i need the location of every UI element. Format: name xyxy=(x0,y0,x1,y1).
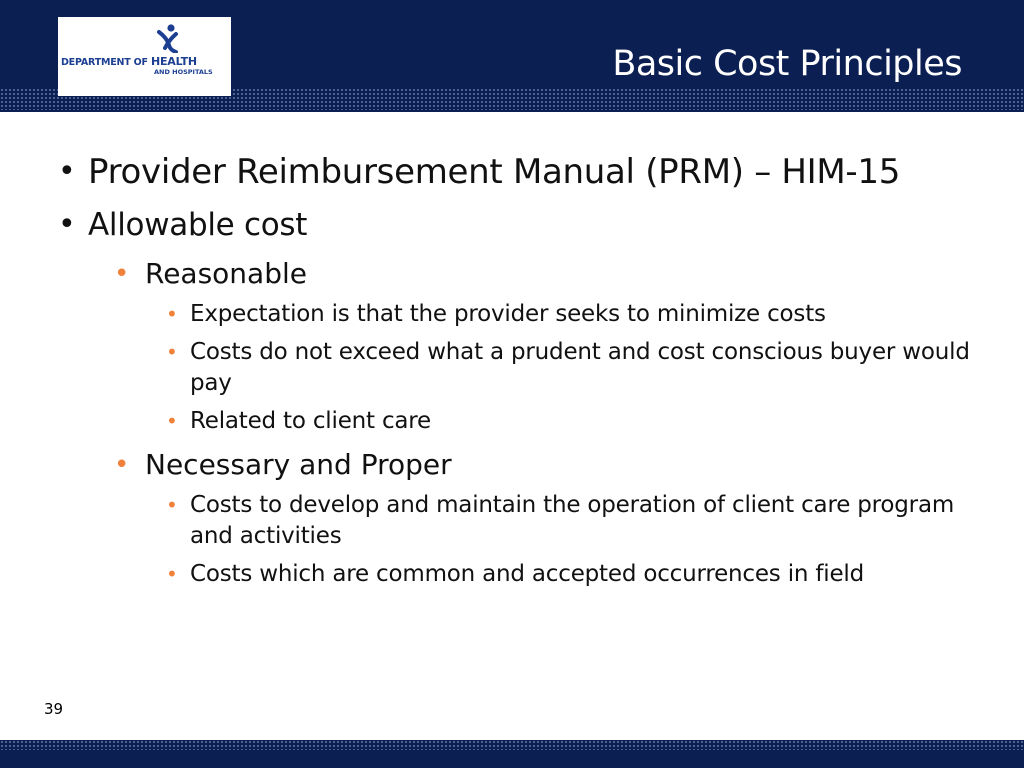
bullet-dot: • xyxy=(58,207,76,242)
bullet-prm xyxy=(58,150,998,194)
bullet-dot: • xyxy=(114,259,130,289)
bullet-dot: • xyxy=(166,302,178,326)
sub-sub-bullet xyxy=(58,559,998,590)
bullet-text: Related to client care xyxy=(190,408,431,434)
page-number: 39 xyxy=(44,700,64,718)
bullet-dot: • xyxy=(166,493,178,517)
bullet-text: Expectation is that the provider seeks to minimize costs xyxy=(190,301,826,327)
sub-sub-bullet xyxy=(58,337,998,399)
bullet-list xyxy=(58,150,998,590)
dhh-logo xyxy=(58,17,231,96)
header-bar xyxy=(0,0,1024,112)
sub-bullet-necessary-proper xyxy=(58,447,998,483)
footer-dot-pattern xyxy=(0,740,1024,750)
bullet-allowable-cost xyxy=(58,204,998,246)
bullet-dot: • xyxy=(58,154,76,189)
slide-title: Basic Cost Principles xyxy=(612,44,962,84)
bullet-text: Costs do not exceed what a prudent and cost conscious buyer would pay xyxy=(190,339,970,396)
logo-text-line1: DEPARTMENT OF HEALTH xyxy=(61,55,197,68)
bullet-text: Costs to develop and maintain the operation of client care program and activities xyxy=(190,492,955,549)
sub-bullet-reasonable xyxy=(58,256,998,292)
bullet-text: Allowable cost xyxy=(88,207,308,243)
sub-sub-bullet xyxy=(58,490,998,552)
bullet-text: Provider Reimbursement Manual (PRM) – HIM-15 xyxy=(88,152,901,192)
person-x-icon xyxy=(154,23,182,53)
bullet-dot: • xyxy=(166,340,178,364)
bullet-text: Necessary and Proper xyxy=(145,448,452,481)
bullet-dot: • xyxy=(166,409,178,433)
sub-sub-bullet xyxy=(58,299,998,330)
bullet-dot: • xyxy=(114,450,130,480)
bullet-text: Reasonable xyxy=(145,257,307,290)
bullet-text: Costs which are common and accepted occurrences in field xyxy=(190,561,864,587)
bullet-dot: • xyxy=(166,562,178,586)
logo-text-line2: AND HOSPITALS xyxy=(154,68,213,76)
footer-bar xyxy=(0,740,1024,768)
sub-sub-bullet xyxy=(58,406,998,437)
